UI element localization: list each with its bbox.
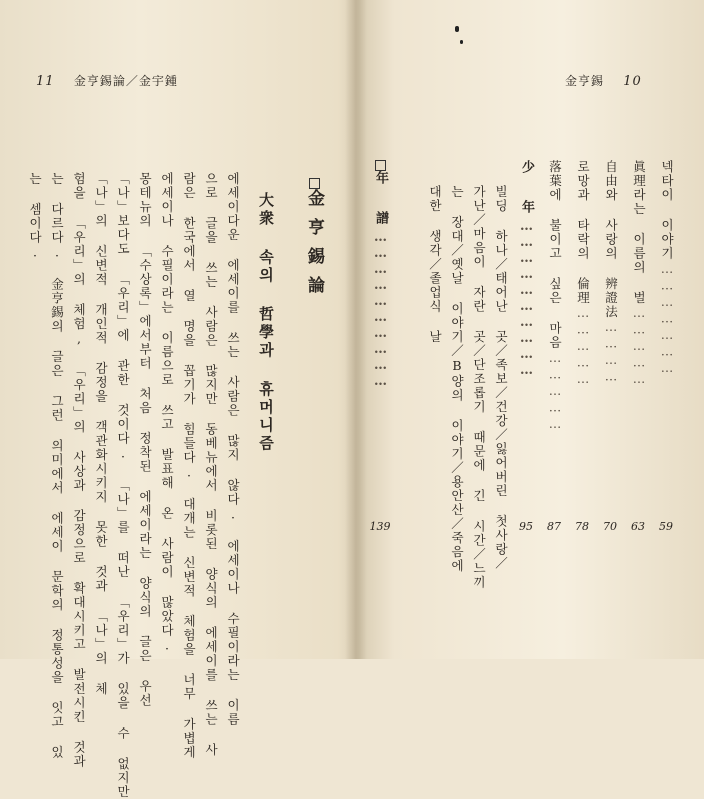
toc-entry: 落葉에 불이고 싶은 마음……………	[547, 160, 563, 432]
toc-subentry: 는 장대／옛날 이야기／B양의 이야기／용안산／죽음에	[449, 185, 465, 573]
toc-entry: 年 譜…………………………	[374, 160, 387, 390]
toc-entry: 少 年…………………………	[519, 160, 534, 379]
toc-page-number: 139	[369, 520, 391, 533]
body-column: 는 셈이다.	[27, 172, 43, 261]
section-marker-icon	[309, 178, 320, 189]
left-page	[0, 0, 350, 799]
toc-entry: 眞理라는 이름의 벌……………	[631, 160, 647, 388]
toc-page-number: 95	[519, 520, 533, 533]
toc-page-number: 59	[659, 520, 673, 533]
body-column: 에세이나 수필이라는 이름으로 쓰고 발표해 온 사람이 많았다.	[159, 172, 175, 654]
toc-page-number: 63	[631, 520, 645, 533]
essay-title: 金亨錫論	[305, 178, 322, 305]
toc-page-number: 70	[603, 520, 617, 533]
toc-subentry: 대한 생각／졸업식 날	[427, 185, 443, 344]
body-column: 람은 한국에서 열 명을 꼽기가 힘들다. 대개는 신변적 체험을 너무 가볍게	[181, 172, 197, 760]
left-running-head: 金亨錫論／金宇鍾	[73, 74, 178, 88]
toc-subentry: 가난／마음이 자란 곳／단조롭기 때문에 긴 시간／느끼	[471, 185, 487, 590]
body-column: 험을 「우리」의 체험, 「우리」의 사상과 감정으로 확대시키고 발전시킨 것과	[71, 172, 87, 769]
body-column: 으로 글을 쓰는 사람은 많지만 동베뉴에서 비롯된 양식의 에세이를 쓰는 사	[203, 172, 219, 757]
toc-entry: 넥타이 이야기…………………	[659, 160, 675, 376]
body-column: 몽테뉴의 「수상록」에서부터 처음 정착된 에세이라는 양식의 글은 우선	[137, 172, 153, 708]
section-marker-icon	[375, 160, 386, 171]
essay-subtitle: 大衆 속의 哲學과 휴머니즘	[257, 192, 275, 453]
toc-page-number: 87	[547, 520, 561, 533]
right-running-header	[565, 72, 642, 89]
left-running-header	[36, 72, 178, 89]
body-column: 「나」보다도 「우리」에 관한 것이다. 「나」를 떠난 「우리」가 있을 수 없지만	[115, 172, 131, 799]
toc-subentry: 빌딩 하나／태어난 곳／족보／건강／잃어버린 첫사랑／	[493, 185, 509, 571]
toc-entry: 自由와 사랑의 辨證法…………	[603, 160, 619, 385]
right-running-head: 金亨錫	[565, 74, 605, 88]
toc-entry: 로망과 타락의 倫理……………	[575, 160, 591, 388]
body-column: 에세이다운 에세이를 쓰는 사람은 많지 않다. 에세이나 수필이라는 이름	[225, 172, 241, 727]
body-column: 「나」의 신변적 개인적 감정을 객관화시키지 못한 것과 「나」의 체	[93, 172, 109, 696]
right-page	[360, 0, 704, 659]
body-column: 는 다르다. 金亨錫의 글은 그런 의미에서 에세이 문학의 정통성을 잇고 있	[49, 172, 65, 760]
right-page-number: 10	[623, 74, 642, 89]
left-page-number: 11	[36, 74, 55, 89]
toc-page-number: 78	[575, 520, 589, 533]
